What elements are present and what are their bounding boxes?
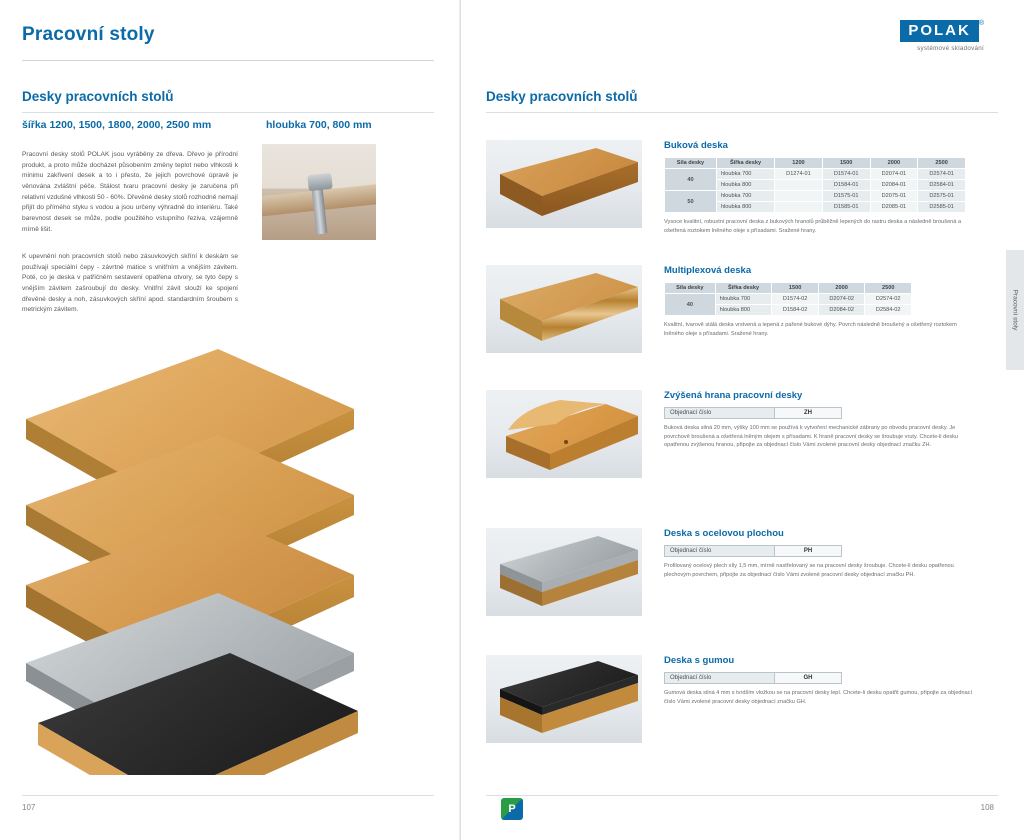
- cell-code: D2574-01: [918, 169, 966, 180]
- right-section-title: Desky pracovních stolů: [486, 89, 638, 104]
- note-zvysena-hrana: Buková deska silná 20 mm, výšky 100 mm se používá k vytvoření mechanické zábrany po obvodu pracovní desky. Je povrchově broušená a ošetřená lněným olejem s přísadami. K hraně pracovní desky se šroubuje vruty. Chcete-li desku opatřenou zvýšenou hranou, připojte za objednací číslo Vámi zvolené pracovní desky objednací značku ZH.: [664, 425, 959, 449]
- th-1200: 1200: [775, 158, 823, 169]
- cell-depth-label: hloubka 800: [716, 202, 774, 213]
- th-2500: 2500: [918, 158, 966, 169]
- page-title: Pracovní stoly: [22, 24, 155, 45]
- body-ocelova-plocha: [664, 528, 998, 579]
- illustration-stacked-worktops: [22, 345, 358, 775]
- thumb-zvysena-hrana: [486, 390, 642, 478]
- thumb-multiplexova-deska: [486, 265, 642, 353]
- folio-left: 107: [22, 803, 36, 812]
- th-1500: 1500: [822, 158, 870, 169]
- cell-code: D2074-01: [870, 169, 918, 180]
- th-width-label: Šířka desky: [716, 158, 774, 169]
- cell-depth-label: hloubka 700: [716, 169, 774, 180]
- intro-paragraph-2: K upevnění noh pracovních stolů nebo zásuvkových skříní k deskám se používají speciální čepy - závrtné matice s vnitřním a vnějším závitem. Poté, co je deska v patřičném sestavení opatřena otvory, se tyto čepy s vnějším závitem zašroubují do desky. Vnitřní závit slouží ke spojení dřevěné desky a noh, zásuvkových skříní apod. standardním šroubem s metrickým závitem.: [22, 253, 238, 314]
- order-code-value: PH: [774, 546, 841, 556]
- left-page: [0, 0, 460, 840]
- body-zvysena-hrana: [664, 390, 998, 450]
- brand-tagline: systémové skladování: [917, 45, 984, 52]
- body-guma: [664, 655, 998, 706]
- cell-code: D1274-01: [775, 169, 823, 180]
- dimension-width: šířka 1200, 1500, 1800, 2000, 2500 mm: [22, 119, 212, 131]
- cell-code: D2584-02: [865, 305, 912, 316]
- order-code-box-ph: [664, 545, 842, 557]
- cell-code: D1584-02: [772, 305, 819, 316]
- table-row: [665, 191, 966, 202]
- table-row: [665, 169, 966, 180]
- body-bukova-deska: [664, 140, 998, 235]
- polak-logo-bug: [501, 798, 523, 820]
- th-2500: 2500: [865, 283, 912, 294]
- cell-code: [775, 180, 823, 191]
- table-header-row: [665, 158, 966, 169]
- th-2000: 2000: [870, 158, 918, 169]
- note-ocelova-plocha: Profilovaný ocelový plech síly 1,5 mm, mírně nastřelovaný se na pracovní desky šroubuje. Chcete-li desku opatřenou plechovým povrchem, připojte za objednací číslo Vámi zvolené pracovní desky objednací značku PH.: [664, 563, 954, 578]
- cell-code: D2084-01: [870, 180, 918, 191]
- cell-thickness-40: 40: [665, 169, 717, 191]
- cell-code: D2585-01: [918, 202, 966, 213]
- side-tab-label: Pracovní stoly: [1011, 289, 1019, 331]
- cell-code: D1575-01: [822, 191, 870, 202]
- title-multiplexova-deska: Multiplexová deska: [664, 265, 752, 276]
- cell-code: [775, 202, 823, 213]
- cell-thickness-40: 40: [665, 294, 716, 316]
- cell-code: D2574-02: [865, 294, 912, 305]
- worktop-stack-svg: [22, 345, 358, 775]
- thumb-bukova-deska: [486, 140, 642, 228]
- order-code-label: Objednací číslo: [665, 546, 774, 556]
- thumb-guma: [486, 655, 642, 743]
- title-bukova-deska: Buková deska: [664, 140, 728, 151]
- table-header-row: [665, 283, 912, 294]
- brand-name: POLAK: [900, 20, 979, 42]
- body-multiplexova-deska: [664, 265, 998, 338]
- dimension-depth: hloubka 700, 800 mm: [266, 119, 372, 131]
- cell-code: D2575-01: [918, 191, 966, 202]
- photo-bolt-head: [307, 173, 333, 191]
- side-tab: [1006, 250, 1024, 370]
- intro-paragraph-1: Pracovní desky stolů POLAK jsou vyráběny ze dřeva. Dřevo je přírodní produkt, a proto může docházet působením změny teplot nebo vlhkosti k minimu zakřivení desek a to i přesto, že jejich povrchové úpravě je věnována zvláštní péče. Stálost tvaru pracovní desky je zaručena při relativní vzdušné vlhkosti 50 - 60%. Dřevěné desky stolů rozhodně nemají přijít do přímého styku s vodou a jsou určeny výhradně do interiéru. Také barevnost desek se může, podle použitého vstupního řeziva, vzájemně mírně lišit.: [22, 151, 238, 233]
- cell-depth-label: hloubka 800: [715, 305, 772, 316]
- note-guma: Gumová deska silná 4 mm s tvrdším vložkou se na pracovní desky lepí. Chcete-li desku opatřit gumou, připojte za objednací číslo Vámi zvolené pracovní desky objednací značku GH.: [664, 690, 973, 705]
- note-bukova-deska: Vysoce kvalitní, robustní pracovní deska z bukových hranolů průběžně lepených do rastru deska a následně broušená a ošetřená roztokem lněného oleje s přísadami. Sražené hrany.: [664, 219, 962, 234]
- cell-code: D2085-01: [870, 202, 918, 213]
- cell-code: D1574-02: [772, 294, 819, 305]
- right-section-divider: [486, 112, 998, 113]
- photo-fixing-detail: [262, 144, 376, 240]
- order-code-label: Objednací číslo: [665, 408, 774, 418]
- registered-mark: ®: [978, 20, 984, 27]
- thumb-ocelova-plocha: [486, 528, 642, 616]
- table-row: [665, 294, 912, 305]
- order-code-value: ZH: [774, 408, 841, 418]
- left-section-title: Desky pracovních stolů: [22, 89, 174, 104]
- logo-bug-letter: P: [508, 803, 516, 815]
- title-guma: Deska s gumou: [664, 655, 735, 666]
- cell-depth-label: hloubka 700: [715, 294, 772, 305]
- title-divider: [22, 60, 434, 61]
- folio-right: 108: [980, 803, 994, 812]
- cell-thickness-50: 50: [665, 191, 717, 213]
- cell-code: D2084-02: [818, 305, 865, 316]
- cell-depth-label: hloubka 700: [716, 191, 774, 202]
- cell-code: D2584-01: [918, 180, 966, 191]
- note-multiplexova-deska: Kvalitní, tvarově stálá deska vrstvená a lepená z pařené bukové dýhy. Povrch následně broušený a ošetřený roztokem lněného oleje s přísadami. Sražené hrany.: [664, 322, 957, 337]
- left-section-divider: [22, 112, 434, 113]
- table-multiplexova-deska: [664, 282, 912, 316]
- order-code-label: Objednací číslo: [665, 673, 774, 683]
- cell-code: D2074-02: [818, 294, 865, 305]
- table-bukova-deska: [664, 157, 966, 213]
- cell-code: [775, 191, 823, 202]
- brand-logo: [900, 20, 984, 52]
- th-width-label: Šířka desky: [715, 283, 772, 294]
- order-code-box-zh: [664, 407, 842, 419]
- order-code-box-gh: [664, 672, 842, 684]
- cell-code: D1585-01: [822, 202, 870, 213]
- th-thickness: Síla desky: [665, 158, 717, 169]
- cell-code: D2075-01: [870, 191, 918, 202]
- cell-code: D1574-01: [822, 169, 870, 180]
- right-page: [460, 0, 1024, 840]
- th-2000: 2000: [818, 283, 865, 294]
- order-code-value: GH: [774, 673, 841, 683]
- th-1500: 1500: [772, 283, 819, 294]
- right-footer-divider: [486, 795, 998, 796]
- left-footer-divider: [22, 795, 434, 796]
- title-zvysena-hrana: Zvýšená hrana pracovní desky: [664, 390, 803, 401]
- cell-depth-label: hloubka 800: [716, 180, 774, 191]
- cell-code: D1584-01: [822, 180, 870, 191]
- title-ocelova-plocha: Deska s ocelovou plochou: [664, 528, 784, 539]
- th-thickness: Síla desky: [665, 283, 716, 294]
